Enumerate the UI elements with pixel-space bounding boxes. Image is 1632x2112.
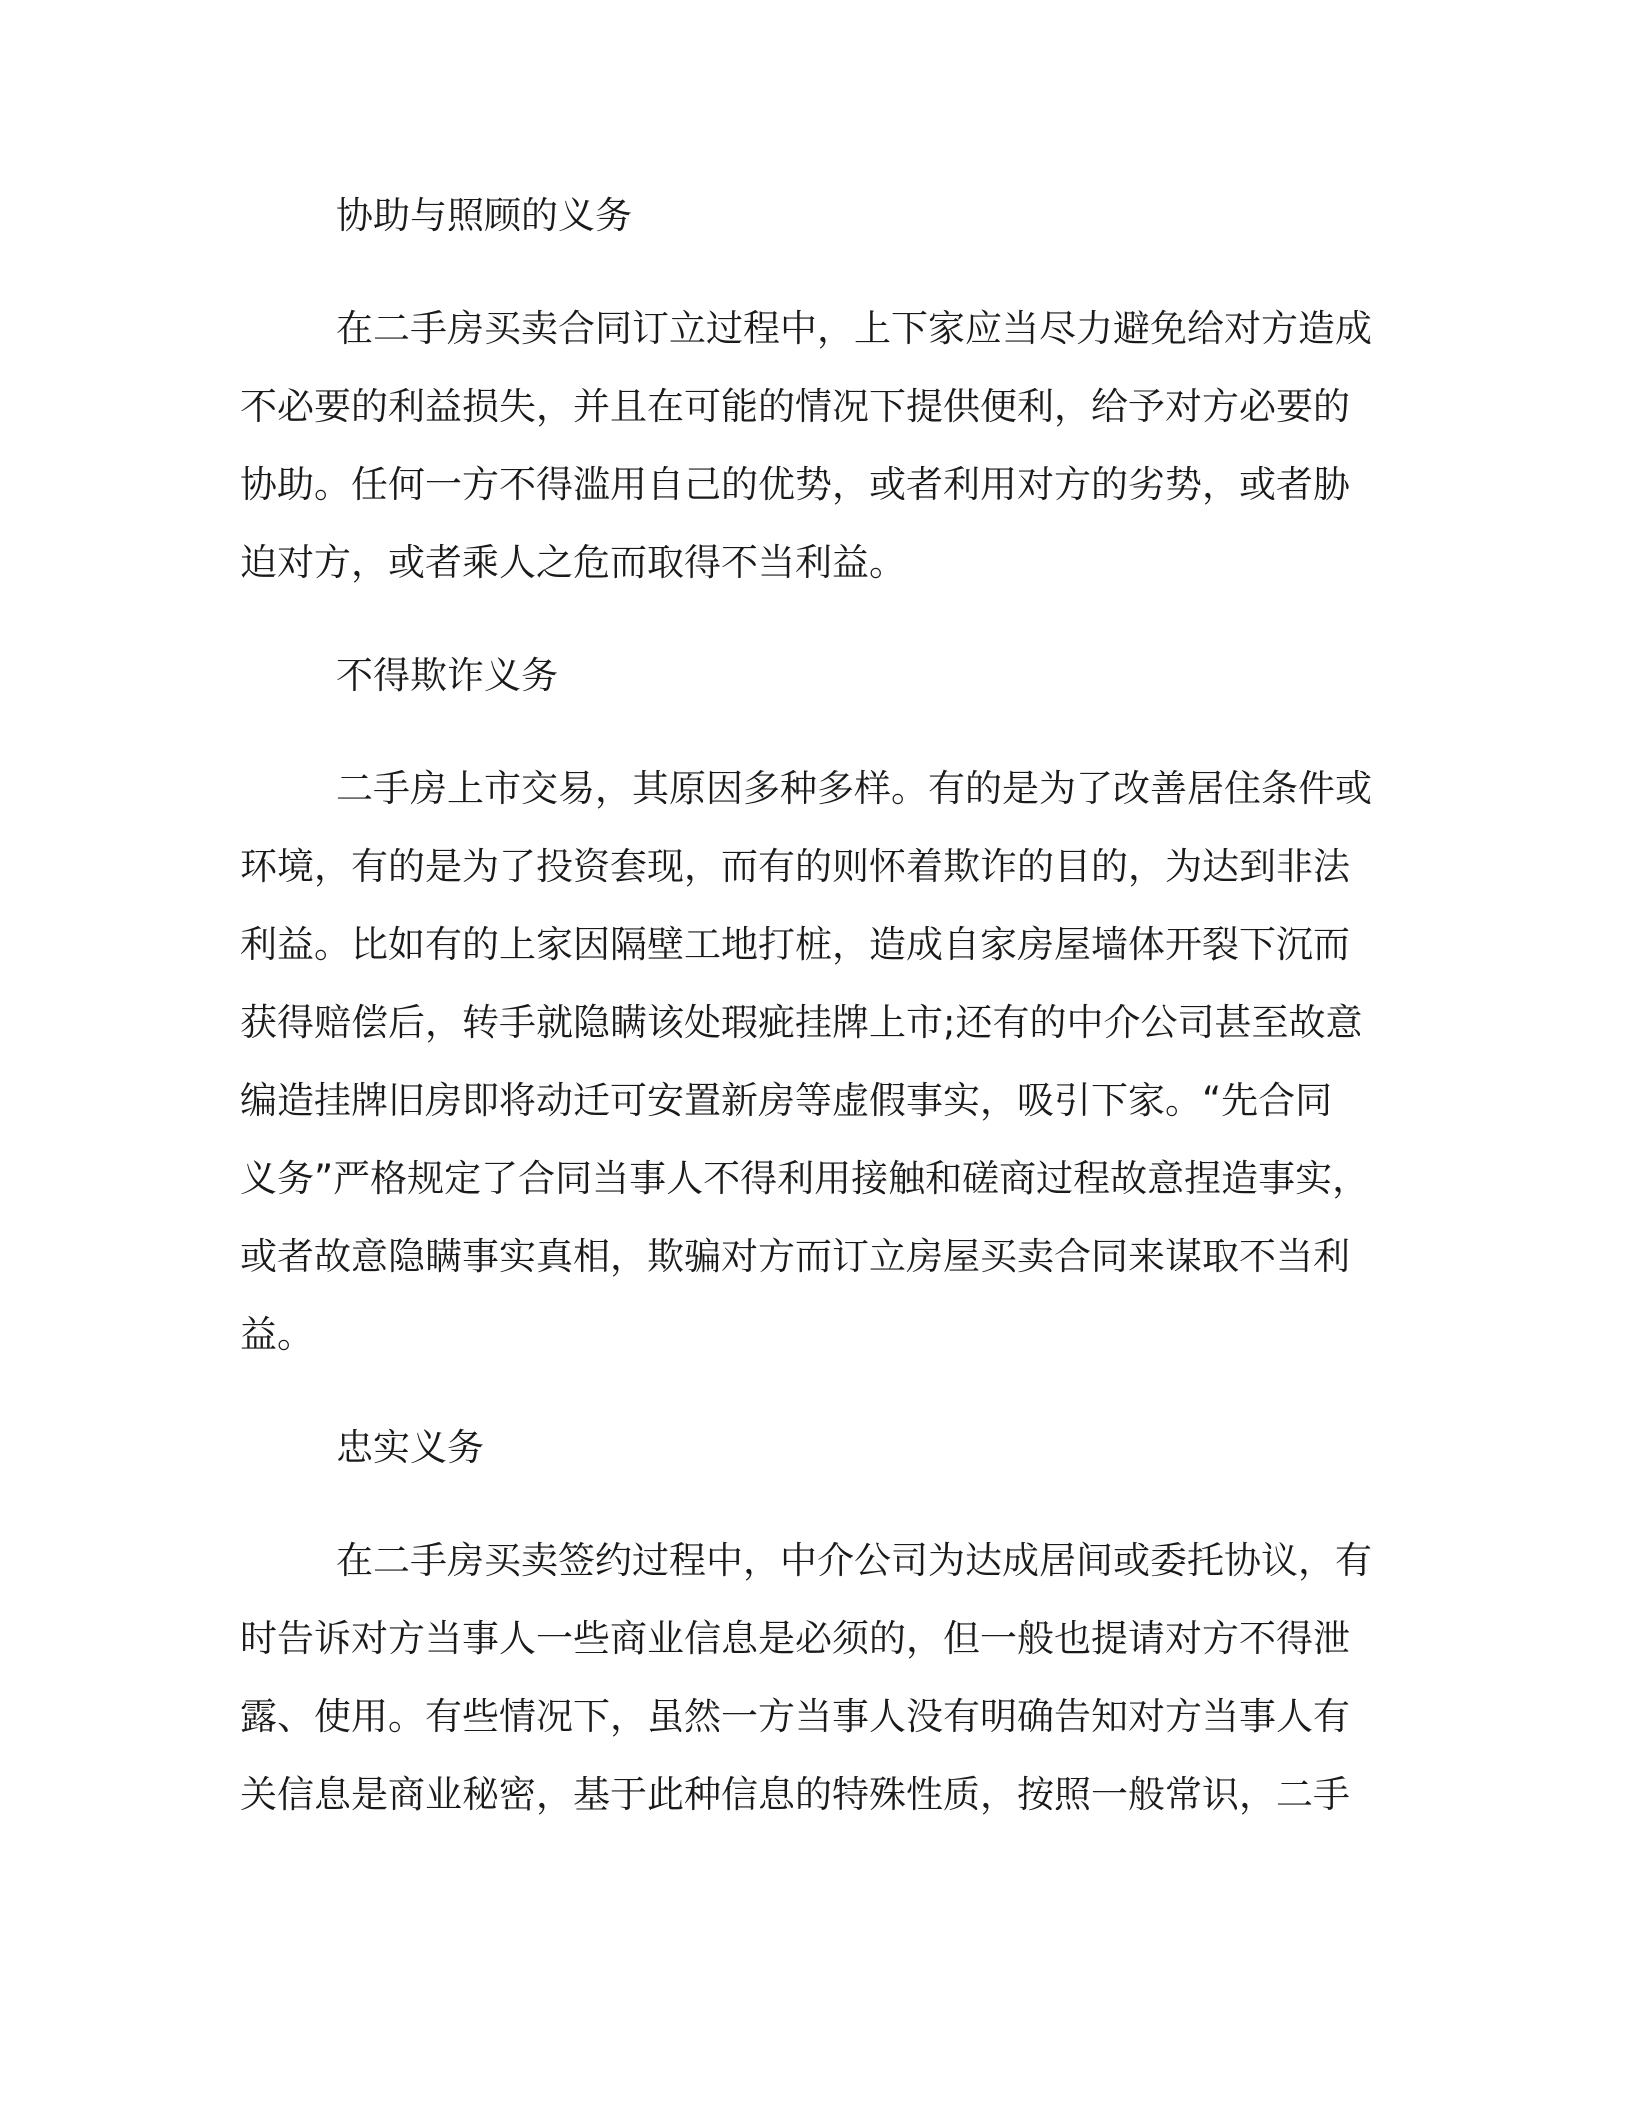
paragraph-line: 环境，有的是为了投资套现，而有的则怀着欺诈的目的，为达到非法 <box>240 845 1350 888</box>
paragraph-line: 益。 <box>240 1313 314 1356</box>
section-heading: 协助与照顾的义务 <box>336 194 632 237</box>
paragraph-line: 或者故意隐瞒事实真相，欺骗对方而订立房屋买卖合同来谋取不当利 <box>240 1235 1350 1278</box>
section-paragraph <box>240 1522 1380 1834</box>
paragraph-line: 迫对方，或者乘人之危而取得不当利益。 <box>240 541 906 584</box>
section-heading: 忠实义务 <box>336 1426 484 1469</box>
paragraph-line: 时告诉对方当事人一些商业信息是必须的，但一般也提请对方不得泄 <box>240 1617 1350 1660</box>
paragraph-line: 获得赔偿后，转手就隐瞒该处瑕疵挂牌上市;还有的中介公司甚至故意 <box>240 1001 1363 1044</box>
section-paragraph <box>240 290 1380 602</box>
paragraph-line: 协助。任何一方不得滥用自己的优势，或者利用对方的劣势，或者胁 <box>240 463 1350 506</box>
paragraph-line: 关信息是商业秘密，基于此种信息的特殊性质，按照一般常识，二手 <box>240 1773 1350 1816</box>
document-body <box>240 186 1380 1834</box>
paragraph-line: 在二手房买卖合同订立过程中，上下家应当尽力避免给对方造成 <box>336 307 1372 350</box>
section-heading: 不得欺诈义务 <box>336 654 558 697</box>
paragraph-line: 利益。比如有的上家因隔壁工地打桩，造成自家房屋墙体开裂下沉而 <box>240 923 1350 966</box>
paragraph-line: 编造挂牌旧房即将动迁可安置新房等虚假事实，吸引下家。“先合同 <box>240 1079 1333 1122</box>
section-paragraph <box>240 750 1380 1374</box>
paragraph-line: 在二手房买卖签约过程中，中介公司为达成居间或委托协议，有 <box>336 1539 1372 1582</box>
paragraph-line: 露、使用。有些情况下，虽然一方当事人没有明确告知对方当事人有 <box>240 1695 1350 1738</box>
paragraph-line: 二手房上市交易，其原因多种多样。有的是为了改善居住条件或 <box>336 767 1372 810</box>
paragraph-line: 不必要的利益损失，并且在可能的情况下提供便利，给予对方必要的 <box>240 385 1350 428</box>
paragraph-line: 义务”严格规定了合同当事人不得利用接触和磋商过程故意捏造事实， <box>240 1157 1370 1200</box>
